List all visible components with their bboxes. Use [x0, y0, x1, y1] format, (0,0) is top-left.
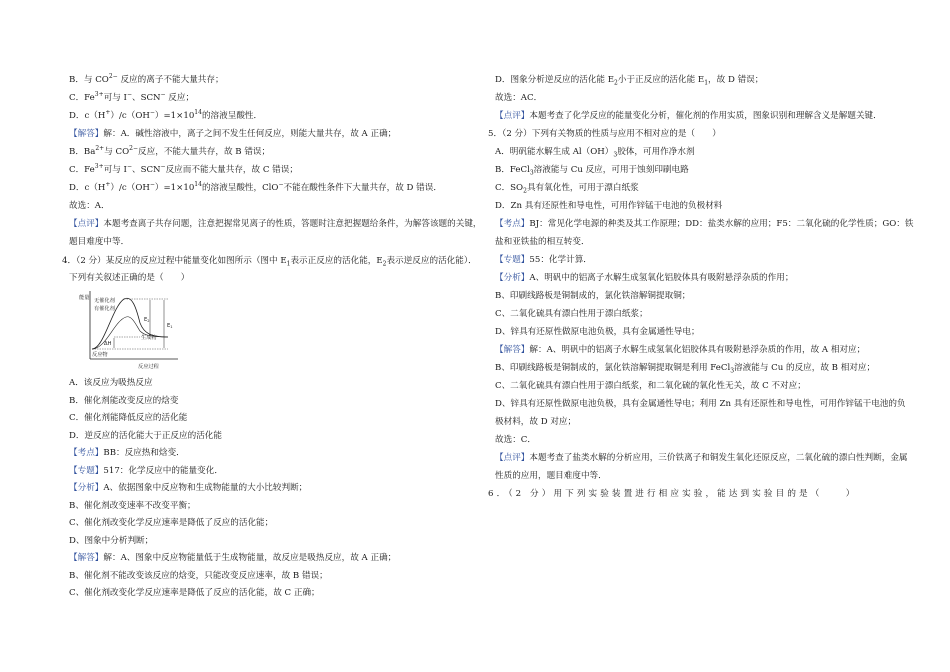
- q5-solution-d-2: 极材料，故 D 对应；: [495, 417, 577, 427]
- q4-analysis-c: C、催化剂改变化学反应速率是降低了反应的活化能；: [69, 518, 274, 528]
- q5-solution-c: C、二氧化硫具有漂白性用于漂白纸浆，和二氧化硫的氧化性无关，故 C 不对应；: [495, 381, 806, 391]
- q3-comment-1: 【点评】本题考查离子共存问题，注意把握常见离子的性质，答题时注意把握题给条件，为解答该题的关键，: [69, 219, 482, 229]
- q5-kaodian-2: 盐和亚铁盐的相互转变．: [495, 237, 590, 247]
- q4-option-b: B．催化剂能改变反应的焓变: [69, 396, 179, 406]
- q5-analysis-d: D、锌具有还原性做原电池负极，具有金属通性导电；: [495, 327, 700, 337]
- q5-zhuanti: 【专题】55：化学计算．: [495, 255, 592, 265]
- q3-solution-c: C．$Fe^{3+}$可与 I−、SCN−反应而不能大量共存，故 C 错误；: [69, 163, 298, 175]
- q4-solution-c: C、催化剂改变化学反应速率是降低了反应的活化能，故 C 正确；: [69, 588, 320, 598]
- q3-option-d: D．$c(H^+)/c(OH^-)=1\times 10^{14}$的溶液呈酸性．: [69, 109, 263, 121]
- q3-answer: 故选：A．: [69, 201, 110, 211]
- q4-option-d: D．逆反应的活化能大于正反应的活化能: [69, 431, 222, 441]
- q4-solution-b: B、催化剂不能改变该反应的焓变，只能改变反应速率，故 B 错误；: [69, 571, 328, 581]
- q5-comment-2: 性质的应用，题目难度中等．: [495, 471, 607, 481]
- q4-option-a: A．该反应为吸热反应: [69, 378, 153, 388]
- q5-solution-a: 【解答】解：A、明矾中的铝离子水解生成氢氧化铝胶体具有吸附悬浮杂质的作用，故 A 相对应；: [495, 345, 866, 355]
- q3-option-b: B．与 $CO^{2-}$ 反应的离子不能大量共存；: [69, 73, 224, 85]
- label-dh: ΔH: [104, 341, 112, 347]
- q5-solution-d-1: D、锌具有还原性做原电池负极，具有金属通性导电；利用 Zn 具有还原性和导电性，可用作锌锰干电池的负: [495, 399, 906, 409]
- q3-comment-2: 题目难度中等．: [69, 237, 130, 247]
- q4-zhuanti: 【专题】517：化学反应中的能量变化．: [69, 466, 223, 476]
- q6-stem: 6．（2 分）用下列实验装置进行相应实验，能达到实验目的是（ ）: [488, 489, 858, 499]
- q4-analysis-b: B、催化剂改变速率不改变平衡；: [69, 501, 196, 511]
- q5-analysis-a: 【分析】A、明矾中的铝离子水解生成氢氧化铝胶体具有吸附悬浮杂质的作用；: [495, 273, 794, 283]
- q4-stem-1: 4．（2 分）某反应的反应过程中能量变化如图所示（图中 $E_1$表示正反应的活化能，$E_2$表示逆反应的活化能）．: [62, 256, 477, 268]
- q5-option-b: B．FeCl$_3$溶液能与 Cu 反应，可用于蚀刻印刷电路: [495, 165, 689, 177]
- q5-kaodian-1: 【考点】BJ：常见化学电源的种类及其工作原理；DD：盐类水解的应用；F5：二氧化硫的化学性质；GO：铁: [495, 219, 914, 229]
- label-reactant: 反应物: [92, 352, 108, 358]
- q5-solution-b: B、印刷线路板是铜制成的，氯化铁溶解铜提取铜是利用 FeCl$_3$溶液能与 Cu 的反应，故 B 相对应；: [495, 363, 876, 375]
- q4-option-c: C．催化剂能降低反应的活化能: [69, 413, 188, 423]
- q4-comment: 【点评】本题考查了化学反应的能量变化分析，催化剂的作用实质，图象识别和理解含义是解题关键．: [495, 111, 882, 121]
- q4-analysis-a: 【分析】A、依据图象中反应物和生成物能量的大小比较判断；: [69, 483, 308, 493]
- q5-option-c: C．$SO_2$具有氧化性，可用于漂白纸浆: [495, 183, 639, 195]
- q5-analysis-b: B、印刷线路板是铜制成的，氯化铁溶解铜提取铜；: [495, 291, 691, 301]
- label-no-catalyst: 无催化剂: [94, 298, 115, 304]
- q5-answer: 故选：C．: [495, 435, 536, 445]
- label-with-catalyst: 有催化剂: [94, 306, 115, 312]
- q5-option-d: D．Zn 具有还原性和导电性，可用作锌锰干电池的负极材料: [495, 201, 723, 211]
- q4-analysis-d: D、图象中分析判断；: [69, 536, 154, 546]
- q5-analysis-c: C、二氧化硫具有漂白性用于漂白纸浆；: [495, 309, 648, 319]
- q4-stem-2: 下列有关叙述正确的是（ ）: [69, 273, 190, 283]
- x-axis-label: 反应过程: [138, 364, 159, 370]
- q4-solution-d: D．图象分析逆反应的活化能 $E_2$小于正反应的活化能 $E_1$，故 D 错误；: [495, 75, 764, 87]
- energy-diagram-svg: [78, 287, 182, 371]
- label-e2: E2: [144, 317, 150, 323]
- q3-solution-a: 【解答】解：A．碱性溶液中，离子之间不发生任何反应，则能大量共存，故 A 正确；: [69, 129, 397, 139]
- q3-solution-d: D．$c(H^+)/c(OH^-)=1\times 10^{14}$的溶液呈酸性，ClO−不能在酸性条件下大量共存，故 D 错误．: [69, 181, 442, 193]
- q3-option-c: C．$Fe^{3+}$可与 I−、SCN− 反应；: [69, 91, 195, 103]
- label-e1: E1: [167, 323, 173, 329]
- q5-comment-1: 【点评】本题考查了盐类水解的分析应用，三价铁离子和铜发生氧化还原反应，二氧化硫的漂白性判断，金属: [495, 453, 908, 463]
- q4-solution-a: 【解答】解：A、图象中反应物能量低于生成物能量，故反应是吸热反应，故 A 正确；: [69, 553, 397, 563]
- q3-solution-b: B．$Ba^{2+}$与 $CO^{2-}$反应，不能大量共存，故 B 错误；: [69, 145, 271, 157]
- y-axis-label: 能量: [79, 295, 90, 301]
- q4-kaodian: 【考点】BB：反应热和焓变．: [69, 448, 185, 458]
- q5-option-a: A．明矾能水解生成 $Al(OH)_3$胶体，可用作净水剂: [495, 147, 695, 159]
- q5-stem: 5．（2 分）下列有关物质的性质与应用不相对应的是（ ）: [488, 129, 721, 139]
- energy-diagram: [78, 287, 182, 371]
- label-product: 生成物: [141, 335, 157, 341]
- q4-answer: 故选：AC．: [495, 93, 543, 103]
